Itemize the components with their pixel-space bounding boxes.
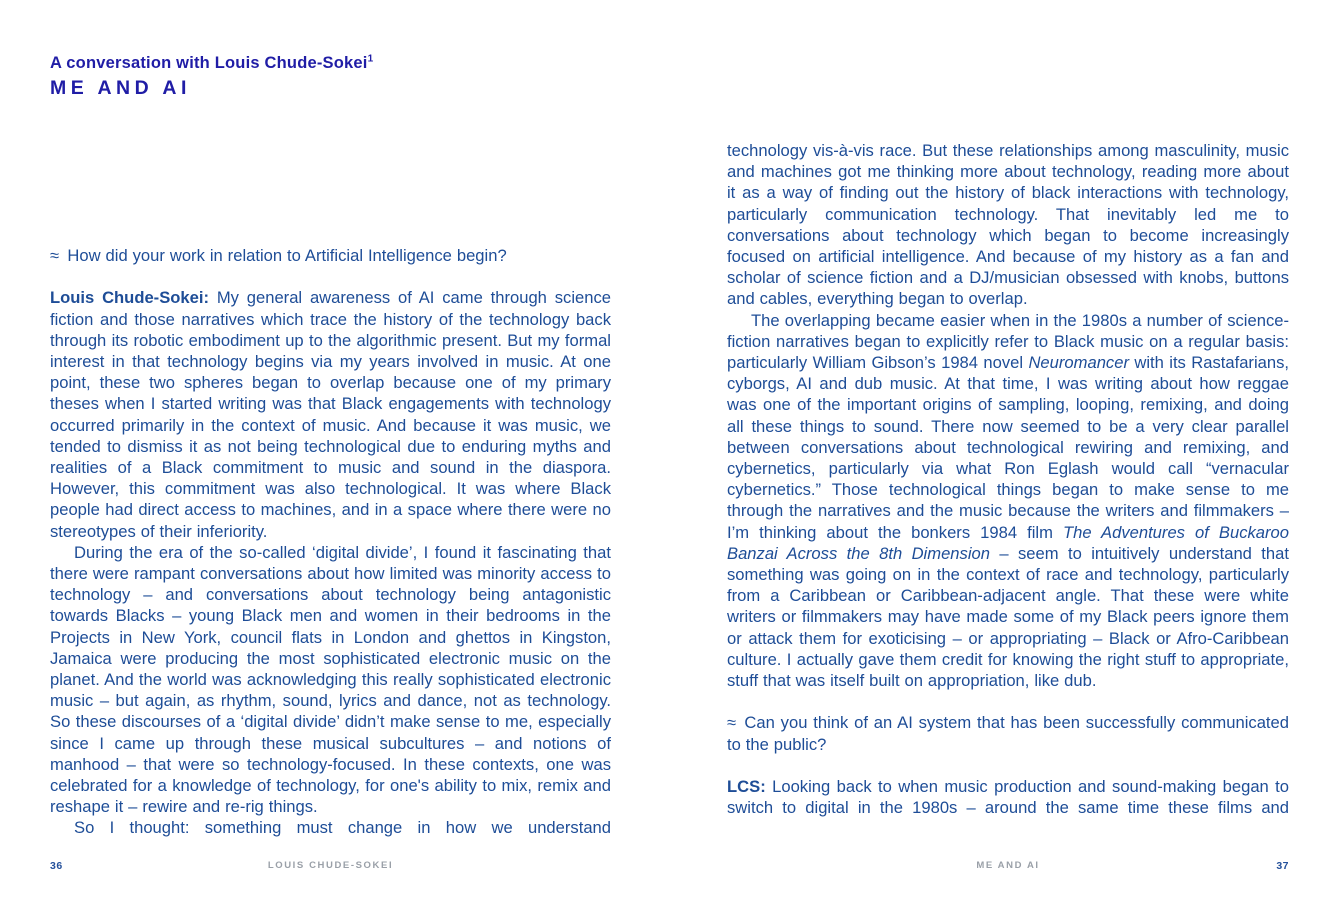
chapter-title: ME AND AI	[50, 77, 191, 99]
body-paragraph	[727, 776, 1289, 818]
body-paragraph	[727, 140, 1289, 310]
text-run-italic: Neuromancer	[1028, 353, 1129, 373]
text-run: technology vis-à-vis race. But these relationships among masculinity, music and machines got me thinking more about technology, reading more about it as a way of finding out the history of black interactions with technology, particularly communication technology. That inevitably led me to conversations about technology which began to become increasingly focused on artificial intelligence. And because of my history as a fan and scholar of science fiction and a DJ/musician obsessed with knobs, buttons and cables, everything began to overlap.	[727, 141, 1289, 309]
interview-question	[50, 245, 611, 266]
text-run-italic: The Adventures of Buckaroo Banzai Across the 8th Dimension	[727, 522, 1290, 563]
body-paragraph	[50, 817, 611, 838]
right-page-text-column	[727, 140, 1289, 818]
footnote-reference: 1	[367, 53, 374, 65]
text-run-bold: Louis Chude-Sokei:	[50, 288, 217, 308]
text-run: Looking back to when music production and sound-making began to switch to digital in the 1980s – around the same time these films and	[727, 777, 1290, 818]
left-page-text-column	[50, 245, 611, 839]
right-page-number: 37	[1276, 860, 1289, 872]
chapter-kicker-text: A conversation with Louis Chude-Sokei	[50, 54, 368, 72]
body-paragraph	[50, 287, 611, 541]
text-run: ≈ Can you think of an AI system that has been successfully communicated to the public?	[727, 713, 1289, 754]
text-run: with its Rastafarians, cyborgs, AI and dub music. At that time, I was writing about how reggae was one of the important origins of sampling, looping, remixing, and doing all these things to sound. There now seemed to be a very clear parallel between conversations about technological rewiring and remixing, and cybernetics, particularly via what Ron Eglash would call “vernacular cybernetics.” Those technological things began to make sense to me through the narratives and the music because the writers and filmmakers – I’m thinking about the bonkers 1984 film	[727, 353, 1289, 542]
chapter-kicker	[50, 54, 373, 73]
text-run: The overlapping became easier when in the 1980s a number of science-fiction narratives began to explicitly refer to Black music on a regular basis: particularly William Gibson’s 1984 novel	[727, 310, 1289, 373]
text-run-bold: LCS:	[727, 777, 773, 797]
text-run: ≈ How did your work in relation to Artificial Intelligence begin?	[50, 246, 507, 265]
interview-question	[727, 712, 1289, 754]
left-page-number: 36	[50, 860, 63, 872]
body-paragraph	[727, 310, 1289, 692]
text-run: – seem to intuitively understand that something was going on in the context of race and technology, particularly from a Caribbean or Caribbean-adjacent angle. That these were white writers or filmmakers may have made some of my Black peers ignore them or attack them for exoticising – or appropriating – Black or Afro-Caribbean culture. I actually gave them credit for knowing the right stuff to appropriate, stuff that was itself built on appropriation, like dub.	[727, 543, 1289, 691]
text-run: My general awareness of AI came through science fiction and those narratives which trace the history of the technology back through its robotic embodiment up to the algorithmic present. But my formal interest in that technology begins via my years involved in music. At one point, these two spheres began to overlap because one of my primary theses when I started writing was that Black engagements with technology occurred primarily in the context of music. And because it was music, we tended to dismiss it as not being technological due to enduring myths and realities of a Black commitment to music and sound in the diaspora. However, this commitment was also technological. It was where Black people had direct access to machines, and in a space where there were no stereotypes of their inferiority.	[50, 288, 611, 541]
chapter-header	[50, 54, 373, 100]
text-run: During the era of the so-called ‘digital divide’, I found it fascinating that there were rampant conversations about how limited was minority access to technology – and conversations about technology being antagonistic towards Blacks – young Black men and women in their bedrooms in the Projects in New York, council flats in London and ghettos in Kingston, Jamaica were producing the most sophisticated electronic music on the planet. And the world was acknowledging this really sophisticated electronic music – but again, as rhythm, sound, lyrics and dance, not as technology. So these discourses of a ‘digital divide’ didn’t make sense to me, especially since I came up through these musical subcultures – and notions of manhood – that were so technology-focused. In these contexts, one was celebrated for a knowledge of technology, for one's ability to mix, remix and reshape it – rewire and re-rig things.	[50, 542, 611, 817]
text-run: So I thought: something must change in how we understand	[74, 818, 611, 838]
right-running-title: ME AND AI	[976, 860, 1040, 871]
left-running-title: LOUIS CHUDE-SOKEI	[267, 860, 394, 871]
body-paragraph	[50, 542, 611, 818]
